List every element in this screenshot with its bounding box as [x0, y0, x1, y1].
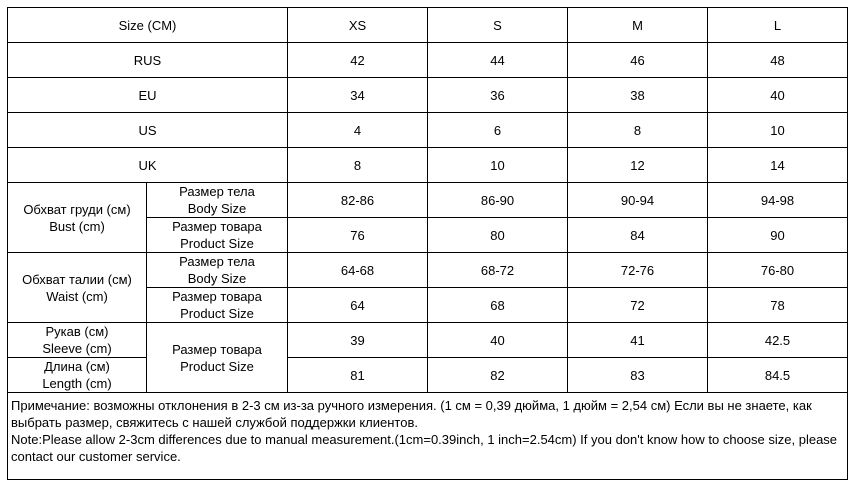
table-cell: 10: [708, 113, 848, 148]
product-size-en: Product Size: [180, 306, 254, 321]
table-cell: 82: [428, 358, 568, 393]
size-chart-table: [7, 7, 848, 480]
table-cell: 10: [428, 148, 568, 183]
header-label: Size (CM): [8, 8, 288, 43]
note-ru: Примечание: возможны отклонения в 2-3 см из-за ручного измерения. (1 см = 0,39 дюйма, 1 дюйм = 2,54 см) Если вы не знаете, как выбрать размер, свяжитесь с нашей службой поддержки клиентов.: [11, 398, 812, 430]
product-size-label: [147, 288, 288, 323]
table-cell: 8: [568, 113, 708, 148]
note-en: Note:Please allow 2-3cm differences due to manual measurement.(1cm=0.39inch, 1 inch=2.54cm) If you don't know how to choose size, please contact our customer service.: [11, 432, 838, 464]
note-cell: [8, 393, 848, 480]
table-cell: 40: [428, 323, 568, 358]
row-label: EU: [8, 78, 288, 113]
table-row-us: [8, 113, 848, 148]
product-size-label: [147, 323, 288, 393]
length-label-ru: Длина (см): [44, 359, 110, 374]
table-cell: 72-76: [568, 253, 708, 288]
table-cell: 14: [708, 148, 848, 183]
table-cell: 40: [708, 78, 848, 113]
table-cell: 39: [288, 323, 428, 358]
product-size-ru: Размер товара: [172, 219, 262, 234]
waist-label-ru: Обхват талии (см): [22, 271, 132, 287]
table-row-bust-body: [8, 183, 848, 218]
table-cell: 8: [288, 148, 428, 183]
note-row: [8, 393, 848, 480]
table-cell: 64: [288, 288, 428, 323]
row-label: US: [8, 113, 288, 148]
table-cell: 76: [288, 218, 428, 253]
table-row-length: [8, 358, 848, 393]
table-cell: 42.5: [708, 323, 848, 358]
size-l-header: L: [708, 8, 848, 43]
size-xs-header: XS: [288, 8, 428, 43]
body-size-ru: Размер тела: [179, 184, 255, 199]
table-cell: 36: [428, 78, 568, 113]
product-size-en: Product Size: [180, 236, 254, 251]
table-cell: 68: [428, 288, 568, 323]
table-cell: 42: [288, 43, 428, 78]
body-size-label: [147, 183, 288, 218]
row-label: RUS: [8, 43, 288, 78]
table-cell: 90-94: [568, 183, 708, 218]
length-label: [8, 358, 147, 393]
table-row-waist-body: [8, 253, 848, 288]
table-cell: 44: [428, 43, 568, 78]
waist-label: [8, 253, 147, 323]
table-cell: 80: [428, 218, 568, 253]
table-cell: 86-90: [428, 183, 568, 218]
table-cell: 4: [288, 113, 428, 148]
body-size-label: [147, 253, 288, 288]
sleeve-label-ru: Рукав (см): [45, 324, 109, 339]
bust-label-ru: Обхват груди (см): [23, 201, 131, 217]
length-label-en: Length (cm): [42, 376, 112, 391]
waist-label-en: Waist (cm): [46, 288, 108, 304]
body-size-en: Body Size: [187, 271, 247, 286]
bust-label-en: Bust (cm): [49, 218, 105, 234]
table-cell: 81: [288, 358, 428, 393]
body-size-ru: Размер тела: [179, 254, 255, 269]
product-size-en: Product Size: [180, 358, 254, 374]
table-cell: 12: [568, 148, 708, 183]
table-cell: 72: [568, 288, 708, 323]
table-cell: 48: [708, 43, 848, 78]
table-cell: 84.5: [708, 358, 848, 393]
table-cell: 41: [568, 323, 708, 358]
table-row-rus: [8, 43, 848, 78]
table-cell: 94-98: [708, 183, 848, 218]
table-cell: 6: [428, 113, 568, 148]
table-cell: 68-72: [428, 253, 568, 288]
size-s-header: S: [428, 8, 568, 43]
row-label: UK: [8, 148, 288, 183]
sleeve-label-en: Sleeve (cm): [42, 341, 112, 356]
table-row-sleeve: [8, 323, 848, 358]
table-cell: 76-80: [708, 253, 848, 288]
product-size-ru: Размер товара: [172, 341, 262, 357]
table-cell: 38: [568, 78, 708, 113]
table-cell: 83: [568, 358, 708, 393]
table-cell: 82-86: [288, 183, 428, 218]
table-cell: 78: [708, 288, 848, 323]
product-size-ru: Размер товара: [172, 289, 262, 304]
table-cell: 34: [288, 78, 428, 113]
product-size-label: [147, 218, 288, 253]
header-row: [8, 8, 848, 43]
table-cell: 90: [708, 218, 848, 253]
table-row-uk: [8, 148, 848, 183]
size-m-header: M: [568, 8, 708, 43]
table-cell: 64-68: [288, 253, 428, 288]
table-row-eu: [8, 78, 848, 113]
sleeve-label: [8, 323, 147, 358]
table-cell: 84: [568, 218, 708, 253]
bust-label: [8, 183, 147, 253]
table-cell: 46: [568, 43, 708, 78]
body-size-en: Body Size: [187, 201, 247, 216]
